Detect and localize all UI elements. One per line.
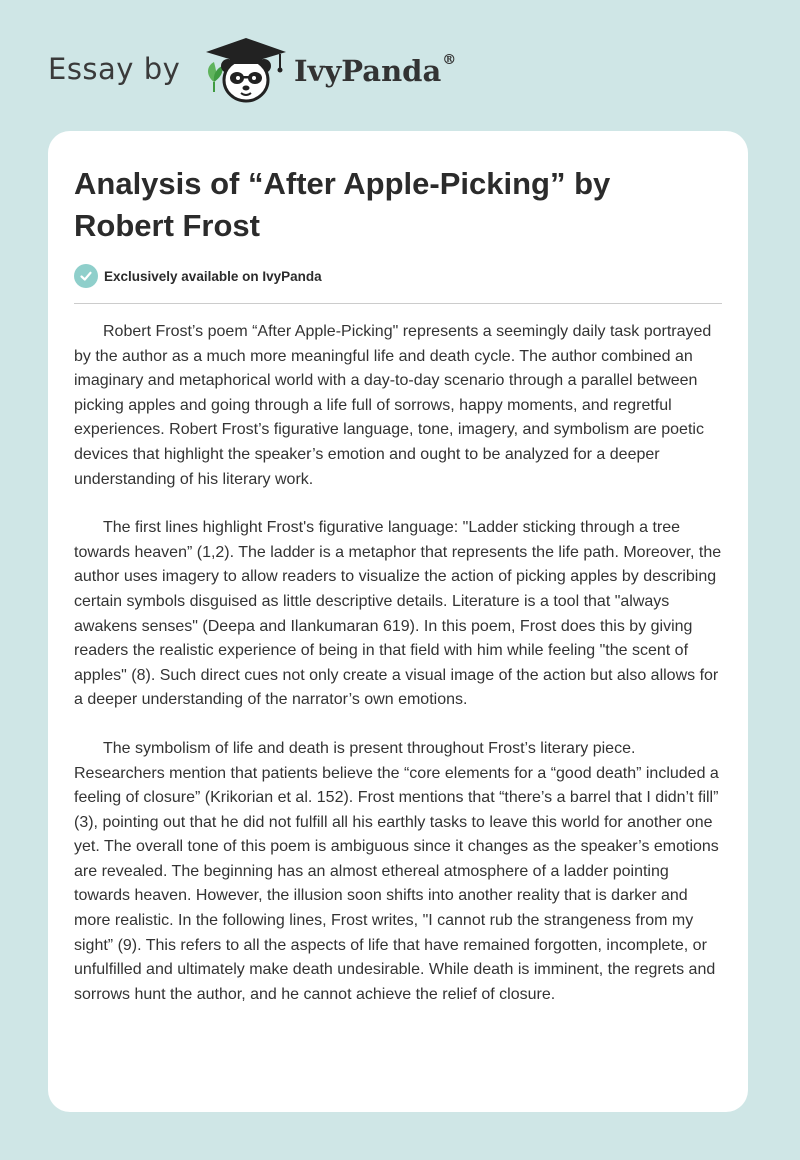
exclusive-badge bbox=[74, 263, 322, 289]
panda-graduate-logo-icon[interactable] bbox=[200, 36, 290, 108]
check-circle-icon bbox=[74, 264, 98, 288]
paragraph: Robert Frost’s poem “After Apple-Picking" represents a seemingly daily task portrayed by the author as a much more meaningful life and death cycle. The author combined an imaginary and metaphorical world with a day-to-day scenario through a parallel between picking apples and going through a life full of sorrows, happy moments, and regretful experiences. Robert Frost’s figurative language, tone, imagery, and symbolism are poetic devices that highlight the speaker’s emotion and ought to be analyzed for a deeper understanding of his literary work. bbox=[74, 323, 712, 488]
registered-mark: ® bbox=[442, 52, 457, 68]
essay-body bbox=[74, 320, 726, 1031]
badge-text: Exclusively available on IvyPanda bbox=[104, 268, 322, 284]
brand-name-text: IvyPanda bbox=[294, 54, 442, 88]
essay-by-label: Essay by bbox=[48, 52, 181, 86]
site-header bbox=[0, 0, 800, 130]
brand-name[interactable] bbox=[294, 54, 456, 88]
essay-card bbox=[48, 131, 748, 1112]
paragraph: The first lines highlight Frost's figurative language: "Ladder sticking through a tree towards heaven” (1,2). The ladder is a metaphor that represents the life path. Moreover, the author uses imagery to allow readers to visualize the action of picking apples by describing certain symbols disguised as little descriptive details. Literature is a tool that "always awakens senses" (Deepa and Ilankumaran 619). In this poem, Frost does this by giving readers the realistic experience of being in that field with him while feeling "the scent of apples" (8). Such direct cues not only create a visual image of the action but also allows for a deeper understanding of the narrator’s own emotions. bbox=[74, 519, 722, 709]
page-title: Analysis of “After Apple-Picking” by Robert Frost bbox=[74, 166, 611, 243]
divider bbox=[74, 303, 722, 304]
paragraph: The symbolism of life and death is present throughout Frost’s literary piece. Researchers mention that patients believe the “core elements for a “good death” included a feeling of closure” (Krikorian et al. 152). Frost mentions that “there’s a barrel that I didn’t fill” (3), pointing out that he did not fulfill all his earthly tasks to leave this world for another one yet. The overall tone of this poem is ambiguous since it changes as the speaker’s emotions are revealed. The beginning has an almost ethereal atmosphere of a ladder pointing towards heaven. However, the illusion soon shifts into another reality that is darker and more realistic. In the following lines, Frost writes, "I cannot rub the strangeness from my sight” (9). This refers to all the aspects of life that have remained forgotten, incomplete, or unfulfilled and ultimately make death undesirable. While death is imminent, the regrets and sorrows hunt the author, and he cannot achieve the relief of closure. bbox=[74, 739, 719, 1003]
